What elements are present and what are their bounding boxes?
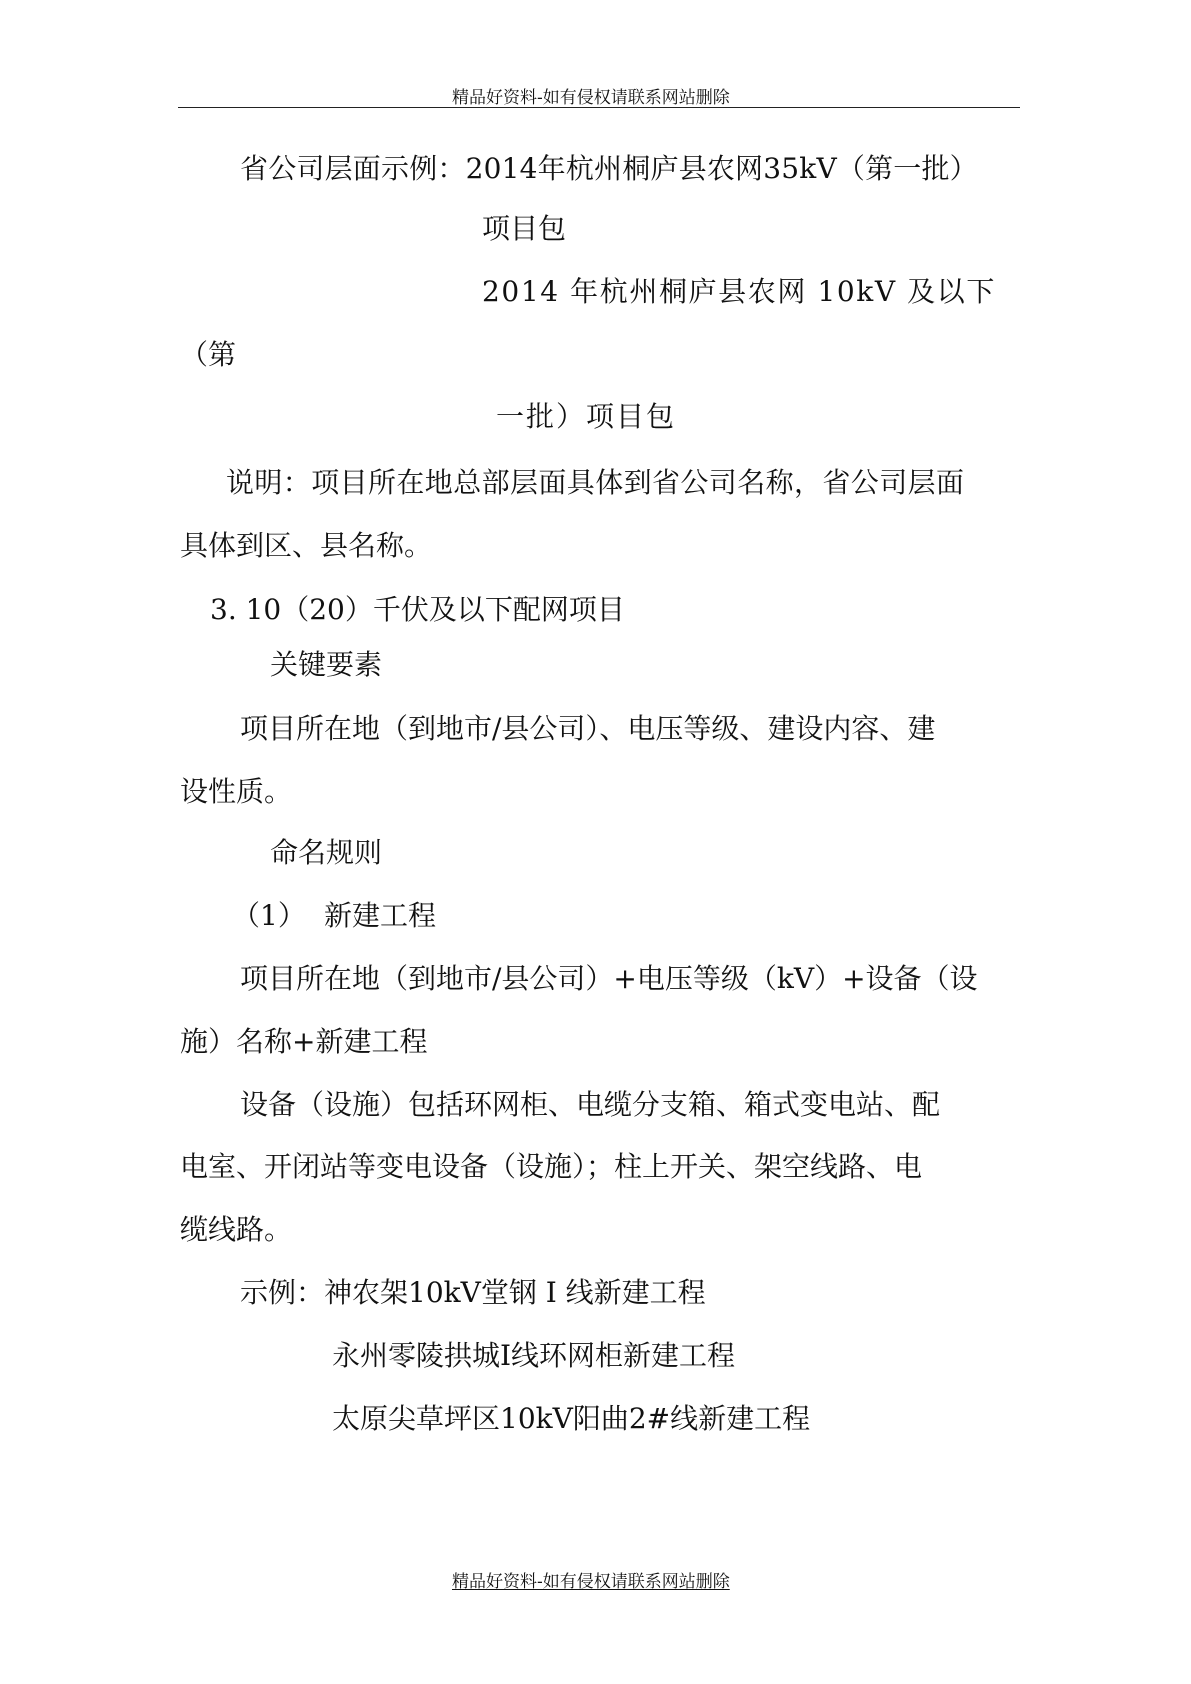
text-line-5: 一批）项目包 <box>496 400 677 433</box>
example-line-1: 示例：神农架10kV堂钢 I 线新建工程 <box>240 1276 706 1309</box>
text-line-17: 设备（设施）包括环网柜、电缆分支箱、箱式变电站、配 <box>240 1088 941 1121</box>
text-line-3: 2014 年杭州桐庐县农网 10kV 及以下 <box>482 275 996 308</box>
footer-text: 精品好资料-如有侵权请联系网站删除 <box>452 1572 730 1592</box>
text-line-10: 项目所在地（到地市/县公司）、电压等级、建设内容、建 <box>240 712 936 745</box>
section-heading: 3. 10（20）千伏及以下配网项目 <box>210 593 625 626</box>
subheading-key-elements: 关键要素 <box>270 648 383 681</box>
text-line-18: 电室、开闭站等变电设备（设施）；柱上开关、架空线路、电 <box>180 1150 923 1183</box>
text-line-7: 具体到区、县名称。 <box>180 529 433 562</box>
text-line-11: 设性质。 <box>180 775 293 808</box>
text-line-2: 项目包 <box>482 212 567 245</box>
subheading-naming-rules: 命名规则 <box>270 836 383 869</box>
header-rule <box>178 107 1020 108</box>
text-line-19: 缆线路。 <box>180 1213 293 1246</box>
list-number: （1） <box>232 899 306 932</box>
text-line-15: 项目所在地（到地市/县公司）+电压等级（kV）+设备（设 <box>240 962 978 995</box>
example-line-3: 太原尖草坪区10kV阳曲2#线新建工程 <box>332 1402 811 1435</box>
text-line-16: 施）名称+新建工程 <box>180 1025 428 1058</box>
list-item-title: 新建工程 <box>324 899 437 932</box>
header-text: 精品好资料-如有侵权请联系网站删除 <box>452 88 730 108</box>
text-line-6: 说明：项目所在地总部层面具体到省公司名称，省公司层面 <box>226 466 965 499</box>
text-line-1: 省公司层面示例：2014年杭州桐庐县农网35kV（第一批） <box>240 152 978 185</box>
text-line-4: （第 <box>180 338 237 371</box>
example-line-2: 永州零陵拱城Ⅰ线环网柜新建工程 <box>332 1339 736 1372</box>
